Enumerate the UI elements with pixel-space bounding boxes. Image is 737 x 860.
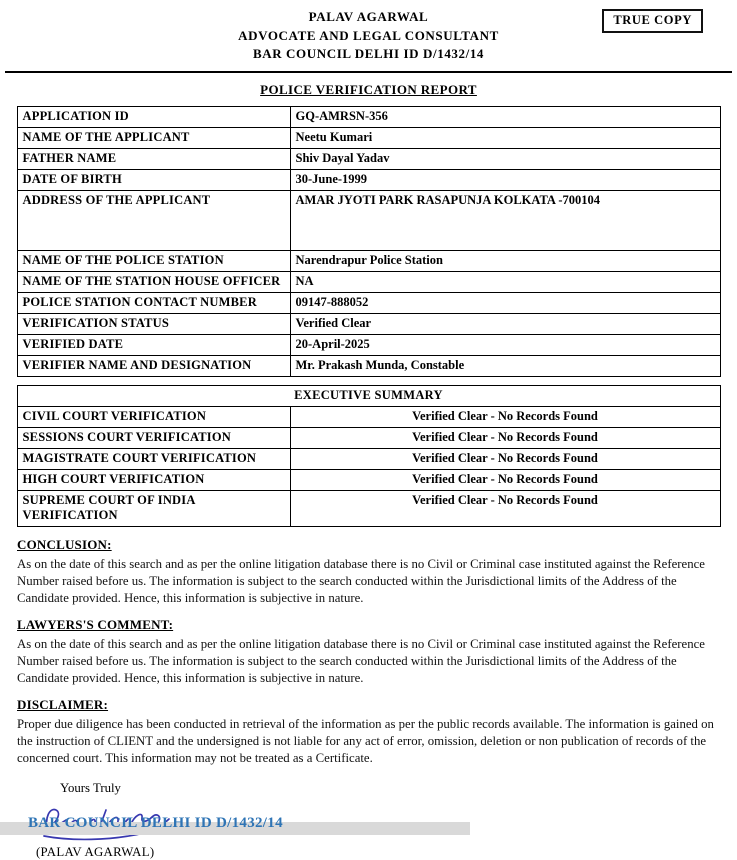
footer-bar-id: BAR COUNCIL DELHI ID D/1432/14 bbox=[28, 815, 283, 831]
detail-value: Verified Clear bbox=[290, 313, 720, 334]
detail-row-father-name bbox=[17, 148, 720, 169]
detail-value: Shiv Dayal Yadav bbox=[290, 148, 720, 169]
summary-row-supreme-court bbox=[17, 490, 720, 526]
header-divider bbox=[5, 71, 732, 73]
detail-row-station-contact bbox=[17, 292, 720, 313]
letterhead-name: PALAV AGARWAL bbox=[308, 9, 429, 24]
detail-value: NA bbox=[290, 271, 720, 292]
detail-row-applicant-name bbox=[17, 127, 720, 148]
detail-label: VERIFIED DATE bbox=[17, 334, 290, 355]
letterhead-bar-id: BAR COUNCIL DELHI ID D/1432/14 bbox=[252, 46, 485, 61]
detail-row-verified-date bbox=[17, 334, 720, 355]
section-heading-disclaimer: DISCLAIMER: bbox=[17, 696, 109, 712]
executive-summary-title: EXECUTIVE SUMMARY bbox=[17, 385, 720, 406]
summary-value: Verified Clear - No Records Found bbox=[290, 448, 720, 469]
executive-summary-table bbox=[17, 385, 721, 527]
applicant-details-table bbox=[17, 106, 721, 377]
detail-value: Neetu Kumari bbox=[290, 127, 720, 148]
detail-row-station-house-officer bbox=[17, 271, 720, 292]
detail-row-application-id bbox=[17, 106, 720, 127]
summary-row-magistrate-court bbox=[17, 448, 720, 469]
text-sections bbox=[17, 537, 720, 767]
detail-row-address bbox=[17, 190, 720, 250]
signatory-name: (PALAV AGARWAL) bbox=[36, 844, 155, 859]
detail-label: NAME OF THE POLICE STATION bbox=[17, 250, 290, 271]
summary-row-sessions-court bbox=[17, 427, 720, 448]
summary-row-civil-court bbox=[17, 406, 720, 427]
detail-value: Narendrapur Police Station bbox=[290, 250, 720, 271]
section-heading-conclusion: CONCLUSION: bbox=[17, 536, 112, 552]
summary-label: CIVIL COURT VERIFICATION bbox=[17, 406, 290, 427]
summary-label: SUPREME COURT OF INDIA VERIFICATION bbox=[17, 490, 290, 526]
detail-row-date-of-birth bbox=[17, 169, 720, 190]
detail-value: AMAR JYOTI PARK RASAPUNJA KOLKATA -700104 bbox=[290, 190, 720, 250]
detail-label: POLICE STATION CONTACT NUMBER bbox=[17, 292, 290, 313]
salutation: Yours Truly bbox=[60, 780, 121, 795]
detail-label: NAME OF THE STATION HOUSE OFFICER bbox=[17, 271, 290, 292]
section-body-lawyers-comment: As on the date of this search and as per the online litigation database there is no Civil or Criminal case instituted against the Reference Number raised before us. The information is subject to the search conducted within the Jurisdictional limits of the Address of the Candidate provided. Hence, this information is subjective in nature. bbox=[17, 636, 705, 685]
detail-row-verifier-name bbox=[17, 355, 720, 376]
summary-label: MAGISTRATE COURT VERIFICATION bbox=[17, 448, 290, 469]
section-body-conclusion: As on the date of this search and as per the online litigation database there is no Civil or Criminal case instituted against the Reference Number raised before us. The information is subject to the search conducted within the Jurisdictional limits of the Address of the Candidate provided. Hence, this information is subjective in nature. bbox=[17, 556, 705, 605]
detail-label: VERIFIER NAME AND DESIGNATION bbox=[17, 355, 290, 376]
section-conclusion bbox=[17, 537, 720, 607]
section-body-disclaimer: Proper due diligence has been conducted in retrieval of the information as per the public records available. The information is gained on the instruction of CLIENT and the undersigned is not liable for any act of error, omission, deletion or non publication of records of the concerned court. This information may not be treated as a Certificate. bbox=[17, 716, 714, 765]
detail-value: 09147-888052 bbox=[290, 292, 720, 313]
executive-summary-header-row bbox=[17, 385, 720, 406]
detail-value: Mr. Prakash Munda, Constable bbox=[290, 355, 720, 376]
summary-value: Verified Clear - No Records Found bbox=[290, 427, 720, 448]
detail-label: NAME OF THE APPLICANT bbox=[17, 127, 290, 148]
true-copy-stamp: TRUE COPY bbox=[602, 9, 703, 33]
detail-label: FATHER NAME bbox=[17, 148, 290, 169]
detail-label: DATE OF BIRTH bbox=[17, 169, 290, 190]
detail-label: ADDRESS OF THE APPLICANT bbox=[17, 190, 290, 250]
summary-row-high-court bbox=[17, 469, 720, 490]
detail-value: GQ-AMRSN-356 bbox=[290, 106, 720, 127]
letterhead-subtitle: ADVOCATE AND LEGAL CONSULTANT bbox=[238, 27, 499, 43]
section-heading-lawyers-comment: LAWYERS'S COMMENT: bbox=[17, 616, 174, 632]
report-title: POLICE VERIFICATION REPORT bbox=[260, 81, 477, 97]
section-disclaimer bbox=[17, 697, 720, 767]
summary-value: Verified Clear - No Records Found bbox=[290, 490, 720, 526]
detail-row-verification-status bbox=[17, 313, 720, 334]
summary-label: HIGH COURT VERIFICATION bbox=[17, 469, 290, 490]
detail-label: VERIFICATION STATUS bbox=[17, 313, 290, 334]
detail-value: 20-April-2025 bbox=[290, 334, 720, 355]
summary-value: Verified Clear - No Records Found bbox=[290, 406, 720, 427]
detail-value: 30-June-1999 bbox=[290, 169, 720, 190]
section-lawyers-comment bbox=[17, 617, 720, 687]
summary-label: SESSIONS COURT VERIFICATION bbox=[17, 427, 290, 448]
summary-value: Verified Clear - No Records Found bbox=[290, 469, 720, 490]
detail-row-police-station bbox=[17, 250, 720, 271]
detail-label: APPLICATION ID bbox=[17, 106, 290, 127]
